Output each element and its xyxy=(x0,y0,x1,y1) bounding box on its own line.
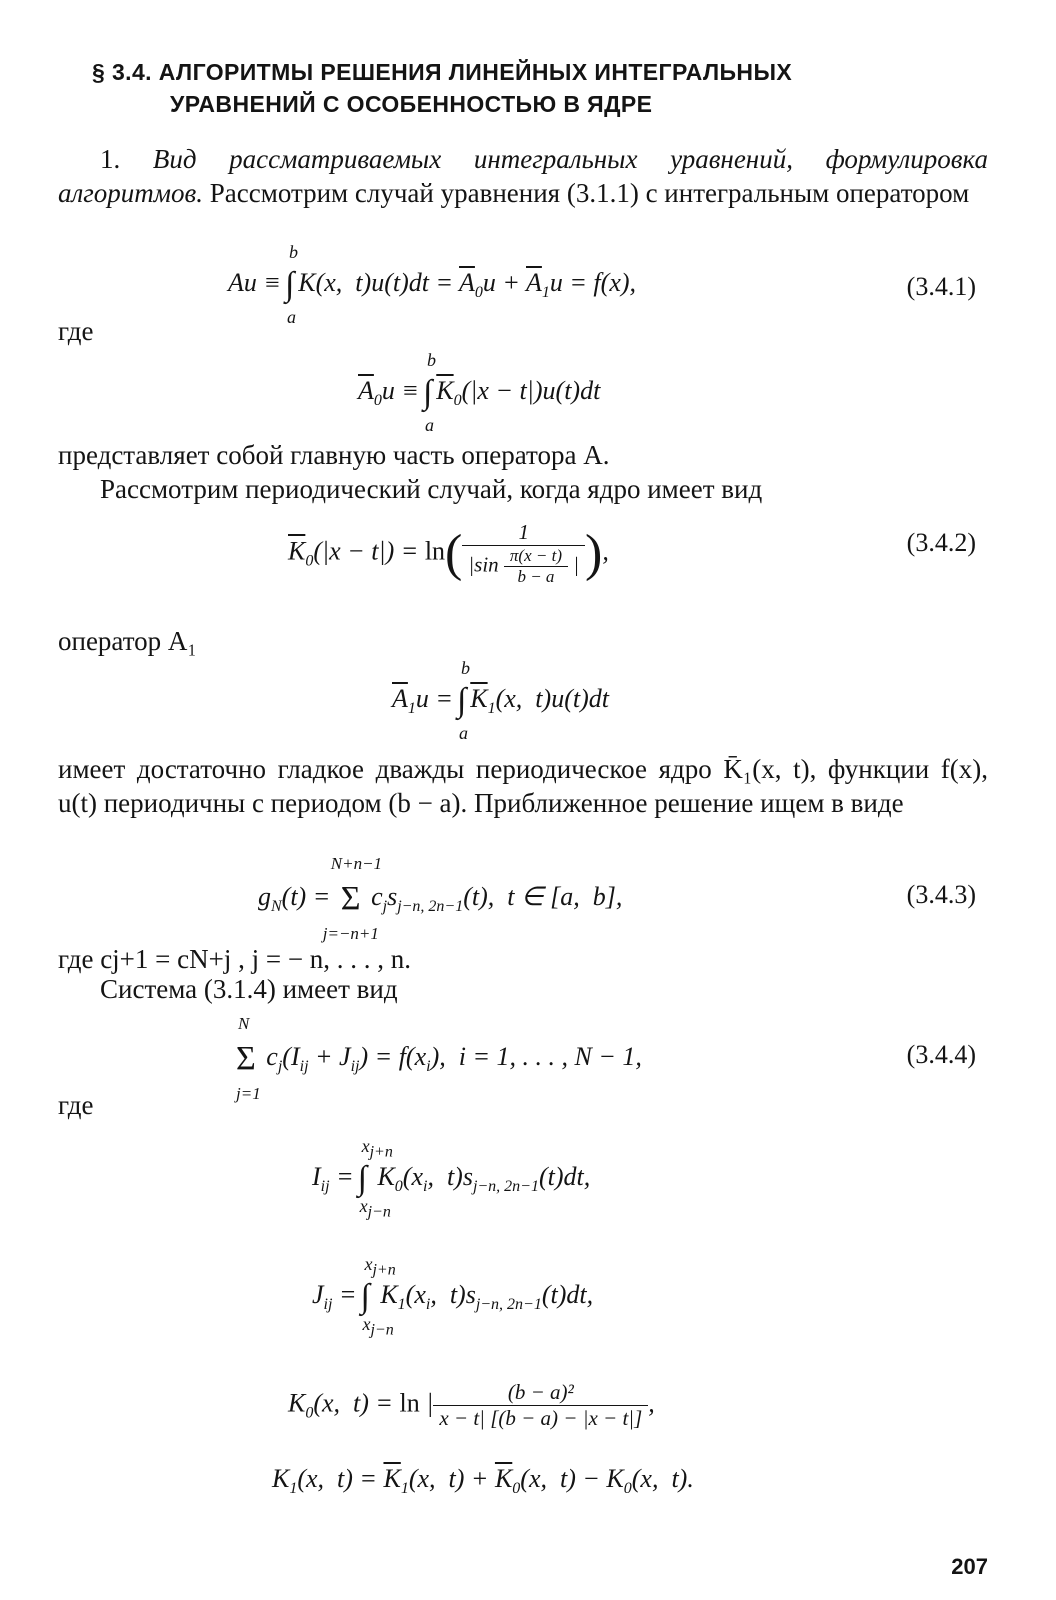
equation-3-4-4: Σ N j=1 $c_j(I_{ij} + J_{ij}) = f(x_i)$, i = 1, . . . , N − 1, xyxy=(236,1014,642,1103)
equation-iij: $I_{ij}$ = ∫ $x_{j+n}$ $x_{j-n}$ $K_0(x_i$, $t)s_{j-n, 2n-1}(t)dt$, xyxy=(312,1136,591,1221)
equation-jij: $J_{ij}$ = ∫ $x_{j+n}$ $x_{j-n}$ $K_1(x_i$, $t)s_{j-n, 2n-1}(t)dt$, xyxy=(312,1254,594,1339)
equation-number: (3.4.1) xyxy=(906,272,976,301)
paragraph-italic-title: Вид рассматриваемых интегральных уравнений, формулировка алгоритмов. xyxy=(58,144,988,208)
paragraph-number: 1. xyxy=(100,144,121,174)
equation-a0: $\overline{A}_0u$ ≡ ∫ b a $\overline{K}_0(|x - t|)u(t)dt$ xyxy=(358,350,601,435)
text-main-part: представляет собой главную часть оператора A. xyxy=(58,440,610,470)
page-number: 207 xyxy=(951,1554,988,1579)
heading-line-1: § 3.4. АЛГОРИТМЫ РЕШЕНИЯ ЛИНЕЙНЫХ ИНТЕГРАЛЬНЫХ xyxy=(92,59,793,85)
paragraph-1 xyxy=(58,142,988,210)
text-system: Система (3.1.4) имеет вид xyxy=(100,974,398,1004)
equation-number: (3.4.3) xyxy=(906,880,976,909)
text-periodic: Рассмотрим периодический случай, когда ядро имеет вид xyxy=(100,474,763,504)
equation-k1: $K_1(x$, $t) = \overline{K}_1(x$, $t) + \overline{K}_0(x$, $t) - K_0(x$, t). xyxy=(272,1464,694,1498)
equation-3-4-3: $g_N(t) = \Sigma$ N+n−1 j=−n+1 $c_js_{j-n, 2n-1}(t)$, t ∈ [a, b], xyxy=(258,854,623,943)
heading-line-2: УРАВНЕНИЙ С ОСОБЕННОСТЬЮ В ЯДРЕ xyxy=(170,91,653,117)
word-where: где xyxy=(58,316,94,346)
equation-number: (3.4.2) xyxy=(906,528,976,557)
equation-a1: $\overline{A}_1u$ = ∫ b a $\overline{K}_1(x$, t)u(t)dt xyxy=(392,658,609,743)
equation-number: (3.4.4) xyxy=(906,1040,976,1069)
equation-3-4-2: $\overline{K}_0(|x - t|) = \ln$( 1 |sin $\frac{\pi(x - t)}{b - a}$ | ), xyxy=(288,520,609,586)
equation-k0: $K_0(x$, t) = ln | $\frac{\text{(b − a)²}}{x - t| [(b - a) - |x - t|]}$ , xyxy=(288,1380,655,1430)
paragraph-text: Рассмотрим случай уравнения (3.1.1) с интегральным оператором xyxy=(209,178,970,208)
equation-3-4-1: Au ≡ ∫ b a K(x, $t)u(t)dt = \overline{A}_0u + \overline{A}_1u = f(x)$, xyxy=(228,242,637,327)
text-smooth-kernel: имеет достаточно гладкое дважды периодическое ядро K̄₁(x, t), функции f(x), u(t) периодичны с периодом (b − a). Приближенное решение ищем в виде xyxy=(58,754,988,818)
section-heading xyxy=(92,56,792,120)
word-where-2: где xyxy=(58,1090,94,1120)
word-operator: оператор A₁ xyxy=(58,626,197,656)
text-where-c: где cj+1 = cN+j , j = − n, . . . , n. xyxy=(58,944,412,974)
